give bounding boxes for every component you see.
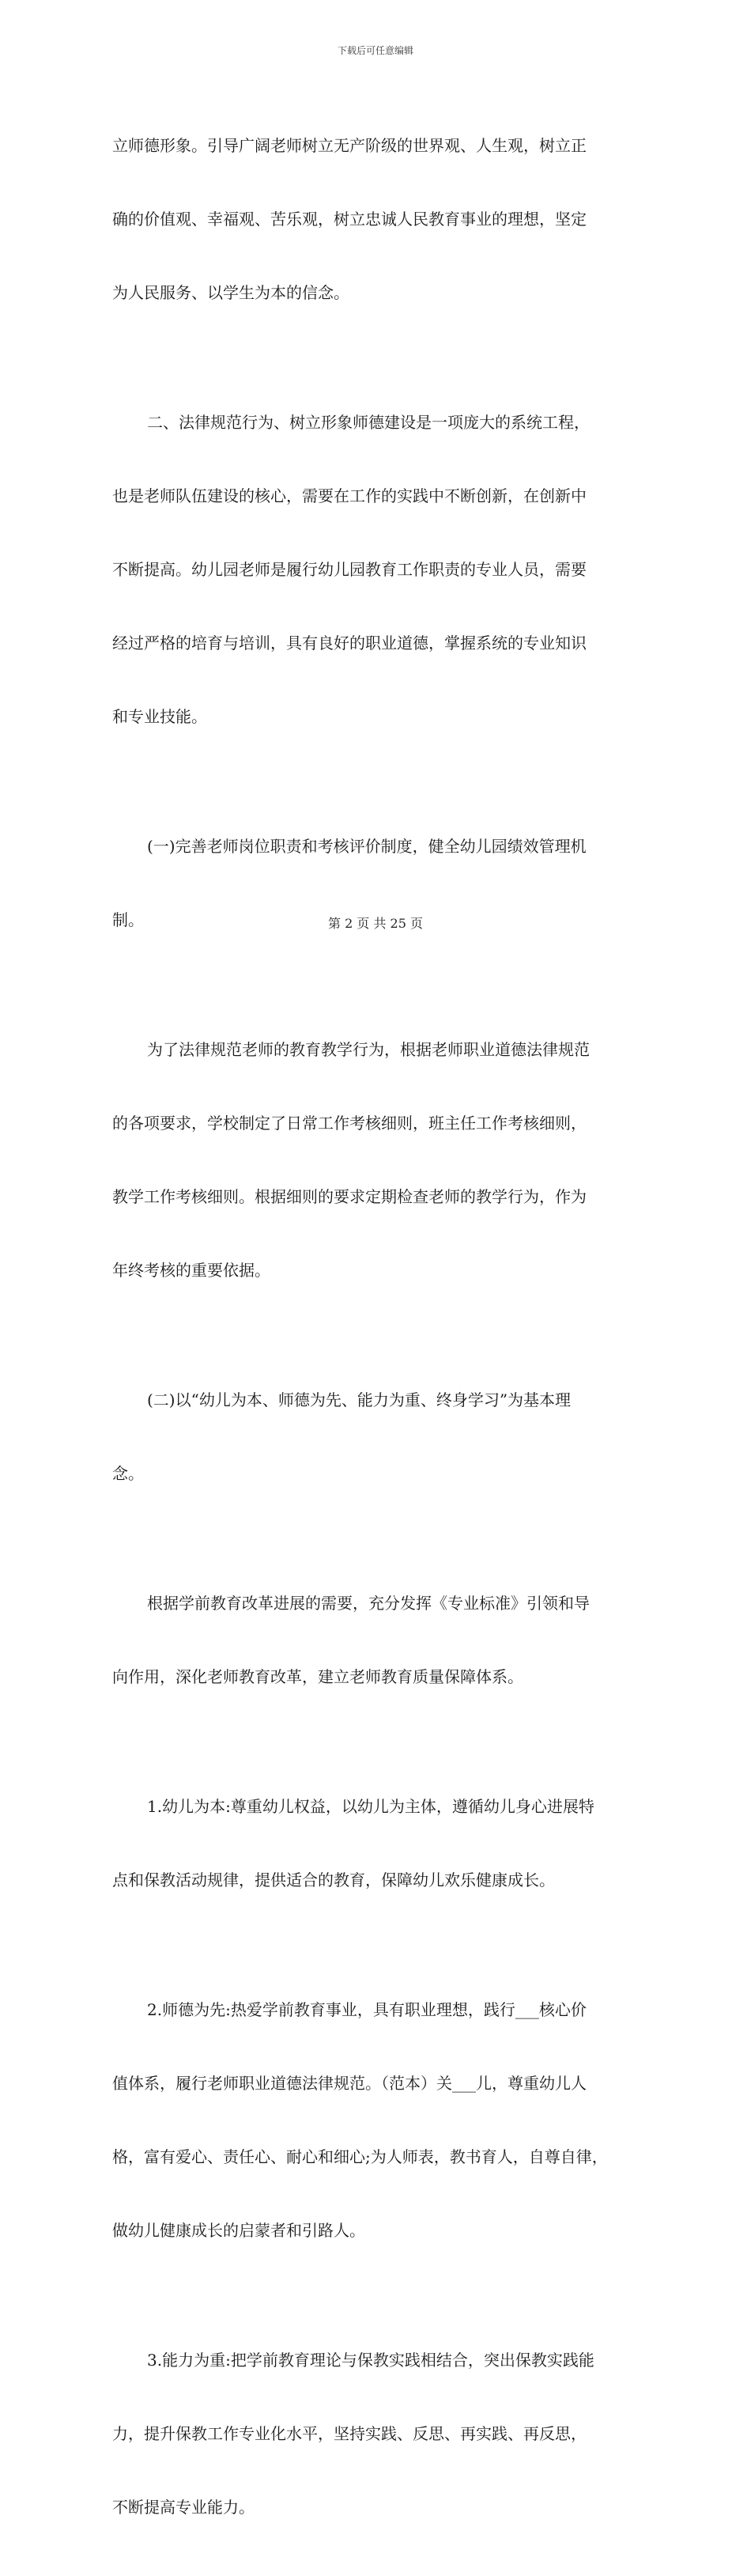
text-line: 不断提高。幼儿园老师是履行幼儿园教育工作职责的专业人员，需要	[112, 560, 587, 579]
text-line: 点和保教活动规律，提供适合的教育，保障幼儿欢乐健康成长。	[112, 1871, 555, 1889]
paragraph	[112, 2299, 650, 2569]
paragraph	[112, 1542, 650, 1738]
text-line: 年终考核的重要依据。	[112, 1261, 270, 1280]
paragraph	[112, 85, 650, 354]
text-line: 经过严格的培育与培训，具有良好的职业道德，掌握系统的专业知识	[112, 634, 587, 653]
text-line: 3.能力为重:把学前教育理论与保教实践相结合，突出保教实践能	[147, 2351, 594, 2370]
paragraph	[112, 989, 650, 1332]
text-line: 和专业技能。	[112, 707, 207, 726]
text-line: 做幼儿健康成长的启蒙者和引路人。	[112, 2221, 365, 2240]
text-line: 念。	[112, 1464, 144, 1483]
paragraph	[112, 361, 650, 778]
text-line: 制。	[112, 910, 144, 929]
text-line: 确的价值观、幸福观、苦乐观，树立忠诚人民教育事业的理想，坚定	[112, 210, 587, 229]
paragraph	[112, 785, 650, 982]
text-line: 2.师德为先:热爱学前教育事业，具有职业理想，践行___核心价	[147, 2000, 587, 2019]
text-line: 也是老师队伍建设的核心，需要在工作的实践中不断创新，在创新中	[112, 486, 587, 505]
text-line: 1.幼儿为本:尊重幼儿权益，以幼儿为主体，遵循幼儿身心进展特	[147, 1797, 594, 1816]
text-line: 不断提高专业能力。	[112, 2498, 255, 2517]
page-header: 下载后可任意编辑	[337, 45, 413, 56]
paragraph	[112, 1746, 650, 1942]
text-line: 值体系，履行老师职业道德法律规范。（范本）关___儿，尊重幼儿人	[112, 2074, 587, 2093]
text-line: 为人民服务、以学生为本的信念。	[112, 283, 349, 302]
text-line: 二、法律规范行为、树立形象师德建设是一项庞大的系统工程，	[147, 413, 590, 432]
text-line: 力，提升保教工作专业化水平，坚持实践、反思、再实践、再反思，	[112, 2424, 587, 2443]
text-line: (二)以“幼儿为本、师德为先、能力为重、终身学习”为基本理	[147, 1390, 572, 1409]
document-body	[112, 85, 650, 2576]
text-line: 根据学前教育改革进展的需要，充分发挥《专业标准》引领和导	[147, 1594, 590, 1613]
text-line: 的各项要求，学校制定了日常工作考核细则，班主任工作考核细则，	[112, 1114, 587, 1133]
paragraph	[112, 1339, 650, 1535]
text-line: 格，富有爱心、责任心、耐心和细心;为人师表，教书育人，自尊自律，	[112, 2147, 608, 2166]
text-line: (一)完善老师岗位职责和考核评价制度，健全幼儿园绩效管理机	[147, 837, 587, 856]
text-line: 向作用，深化老师教育改革，建立老师教育质量保障体系。	[112, 1667, 523, 1686]
page-footer: 第 2 页 共 25 页	[328, 916, 423, 931]
text-line: 为了法律规范老师的教育教学行为，根据老师职业道德法律规范	[147, 1040, 590, 1059]
paragraph	[112, 1949, 650, 2292]
text-line: 立师德形象。引导广阔老师树立无产阶级的世界观、人生观，树立正	[112, 136, 587, 155]
text-line: 教学工作考核细则。根据细则的要求定期检查老师的教学行为，作为	[112, 1187, 587, 1206]
